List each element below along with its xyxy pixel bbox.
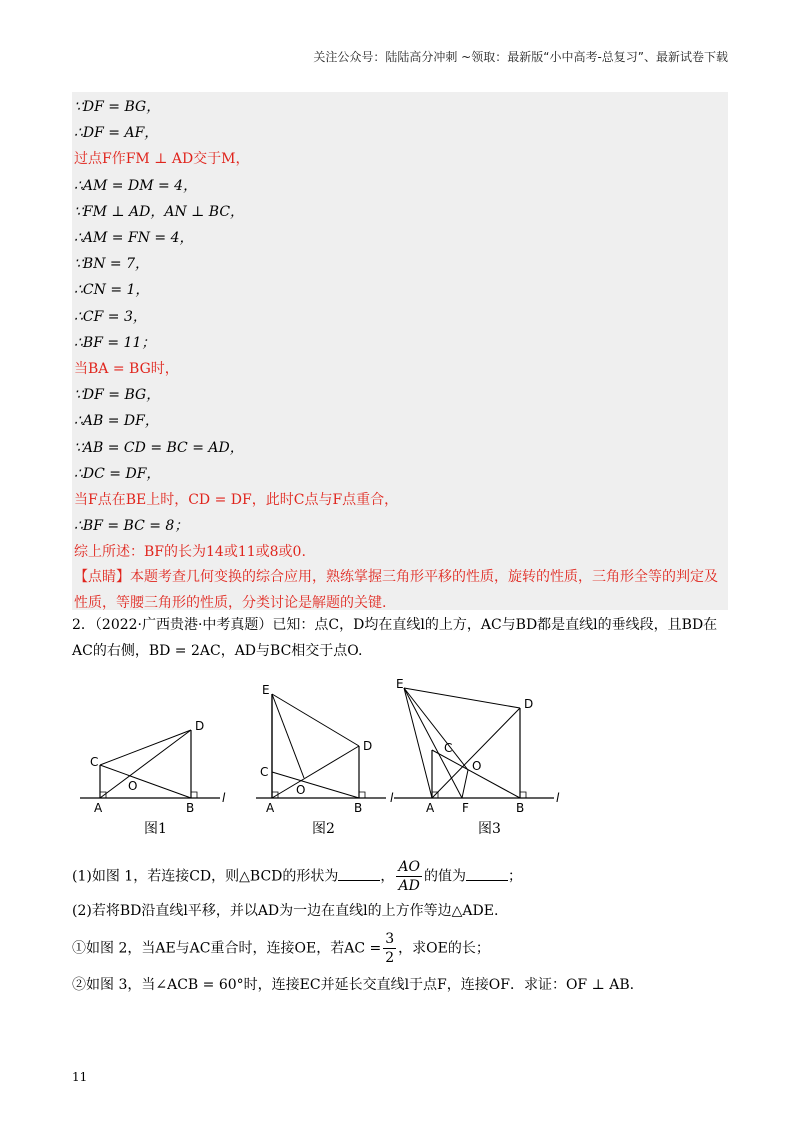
solution-line: ∴BF = 11； — [74, 334, 156, 351]
fig3-segment-ea — [404, 688, 432, 798]
fig1-label-a: A — [94, 801, 103, 815]
subquestion-1-end: ； — [507, 868, 522, 885]
figure-1-caption: 图1 — [144, 821, 167, 837]
solution-line: ∴BF = BC = 8； — [74, 518, 189, 535]
fig1-segment-cd — [100, 730, 191, 765]
subquestion-2: (2)若将BD沿直线l平移，并以AD为一边在直线l的上方作等边△ADE. — [72, 903, 499, 919]
fraction-denominator: 2 — [385, 950, 395, 966]
question-2-stem: 2．（2022·广西贵港·中考真题）已知：点C，D均在直线l的上方，AC与BD都是直线l的垂线段，且BD在AC的右侧，BD = 2AC，AD与BC相交于点O. — [72, 617, 718, 659]
subquestion-1-text-b: 的值为 — [423, 868, 466, 885]
figure-3 — [392, 674, 562, 820]
key-point-note: 【点睛】本题考查几何变换的综合应用，熟练掌握三角形平移的性质，旋转的性质，三角形全等的判定及性质，等腰三角形的性质，分类讨论是解题的关键. — [74, 569, 718, 611]
solution-line: ∵DF = BG， — [74, 99, 161, 115]
fig3-label-l: l — [556, 791, 560, 805]
subquestion-2b: ②如图 3，当∠ACB = 60°时，连接EC并延长交直线l于点F，连接OF．求证：OF ⊥ AB. — [72, 977, 635, 993]
fig3-label-b: B — [516, 801, 525, 815]
fig3-label-f: F — [462, 801, 469, 815]
subquestion-2a-text-b: ，求OE的长； — [398, 940, 490, 957]
solution-line: ∵FM ⊥ AD，AN ⊥ BC， — [74, 203, 245, 220]
fig3-label-e: E — [396, 677, 404, 691]
fig1-label-l: l — [222, 791, 226, 805]
solution-line: ∴AM = DM = 4， — [74, 177, 198, 194]
fig3-segment-bc — [432, 750, 520, 798]
solution-line: 综上所述：BF的长为14或11或8或0. — [74, 544, 306, 561]
solution-line: ∴AB = DF， — [74, 413, 159, 430]
fig1-label-c: C — [90, 755, 99, 769]
fig2-segment-ed — [272, 694, 359, 746]
figure-2 — [254, 680, 404, 820]
subquestion-1-text-a: (1)如图 1，若连接CD，则△BCD的形状为 — [72, 868, 339, 885]
answer-blank-2 — [466, 867, 508, 881]
fig2-label-d: D — [363, 739, 373, 753]
fig3-segment-eo — [404, 688, 468, 770]
solution-line: 当BA = BG时， — [74, 361, 179, 377]
page-header: 关注公众号：陆陆高分冲刺 ~领取：最新版“小中高考-总复习”、最新试卷下载 — [313, 50, 728, 64]
fig2-label-e: E — [262, 683, 270, 697]
fig2-label-c: C — [260, 765, 269, 779]
fig3-label-o: O — [472, 759, 482, 773]
fig2-segment-ad — [272, 746, 359, 798]
fig1-segment-bc — [100, 765, 191, 798]
fraction-numerator: 3 — [385, 931, 395, 947]
solution-line: ∵AB = CD = BC = AD， — [74, 439, 244, 456]
solution-line: ∴AM = FN = 4， — [74, 230, 194, 246]
fig1-segment-ad — [100, 730, 191, 798]
fig2-label-l: l — [390, 791, 394, 805]
subquestion-1-sep: ， — [380, 868, 395, 885]
fig2-label-a: A — [266, 801, 275, 815]
subquestion-2a — [72, 930, 490, 967]
fig3-right-angle-b — [520, 792, 526, 798]
fraction-ao-ad — [396, 858, 422, 895]
solution-line: ∴DC = DF， — [74, 465, 161, 482]
fig3-label-a: A — [426, 801, 435, 815]
fig1-label-d: D — [195, 719, 205, 733]
figure-1 — [78, 710, 228, 830]
solution-block — [72, 92, 728, 610]
fraction-3-2 — [383, 930, 396, 967]
solution-line: ∴CF = 3， — [74, 308, 147, 325]
fig2-segment-bc — [272, 772, 359, 798]
fig3-label-c: C — [444, 741, 453, 755]
subquestion-1 — [72, 858, 522, 895]
solution-line: 当F点在BE上时，CD = DF，此时C点与F点重合， — [74, 492, 399, 508]
fig3-label-d: D — [524, 697, 534, 711]
fig1-label-b: B — [186, 801, 195, 815]
fig3-segment-ed — [404, 688, 520, 708]
fig3-segment-of — [462, 770, 468, 798]
fig1-label-o: O — [128, 779, 138, 793]
fig1-right-angle-b — [191, 792, 197, 798]
fig2-label-o: O — [296, 783, 306, 797]
fig3-segment-ef — [404, 688, 462, 798]
page-number: 11 — [72, 1070, 88, 1084]
solution-line: ∵DF = BG， — [74, 387, 161, 404]
solution-line: ∴CN = 1， — [74, 282, 150, 299]
answer-blank-1 — [338, 867, 380, 881]
solution-line: ∴DF = AF， — [74, 125, 159, 142]
figure-2-caption: 图2 — [312, 821, 335, 837]
fig2-right-angle-b — [359, 792, 365, 798]
fraction-numerator: AO — [398, 859, 420, 875]
fraction-denominator: AD — [398, 878, 420, 894]
fig2-label-b: B — [354, 801, 363, 815]
solution-line: 过点F作FM ⊥ AD交于M， — [74, 151, 250, 168]
subquestion-2a-text-a: ①如图 2，当AE与AC重合时，连接OE，若AC = — [72, 940, 382, 957]
figure-3-caption: 图3 — [478, 821, 501, 837]
solution-line: ∵BN = 7， — [74, 256, 149, 273]
fig2-segment-oe — [272, 694, 304, 778]
